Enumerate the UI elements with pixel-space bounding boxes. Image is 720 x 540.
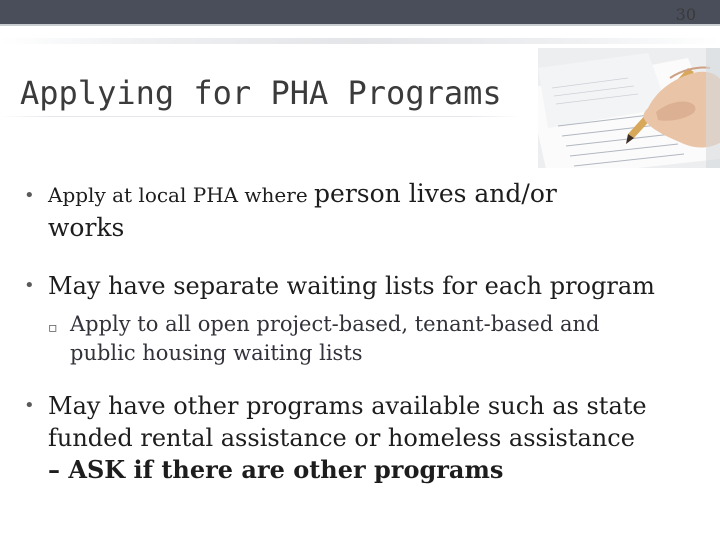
- top-divider: [0, 24, 720, 26]
- bullet-marker: •: [24, 275, 35, 296]
- slide-number: 30: [675, 5, 696, 24]
- sub-bullet-marker: ▫: [48, 320, 58, 336]
- bullet-text-wrap: works: [48, 213, 125, 242]
- bullet-text: [48, 390, 688, 486]
- header-accent-band: [0, 38, 720, 44]
- sub-bullet-line-2: public housing waiting lists: [70, 341, 363, 365]
- sub-bullet-text: [70, 310, 670, 368]
- bullet-line-3: – ASK if there are other programs: [48, 455, 504, 484]
- top-bar: [0, 0, 720, 24]
- bullet-marker: •: [24, 395, 35, 416]
- hand-writing-illustration: [538, 48, 720, 168]
- hand-writing-photo: [538, 48, 720, 168]
- bullet-text: May have separate waiting lists for each program: [48, 272, 655, 300]
- title-underline: [0, 116, 520, 117]
- slide-title: Applying for PHA Programs: [20, 74, 502, 112]
- bullet-line-2: funded rental assistance or homeless assistance: [48, 424, 635, 452]
- sub-bullet-line-1: Apply to all open project-based, tenant-based and: [70, 312, 600, 336]
- bullet-marker: •: [24, 185, 35, 206]
- bullet-line-1: May have other programs available such as state: [48, 392, 647, 420]
- bullet-text: [48, 178, 688, 245]
- bullet-text-small: Apply at local PHA where: [48, 183, 315, 207]
- bullet-text-large: person lives and/or: [314, 179, 557, 208]
